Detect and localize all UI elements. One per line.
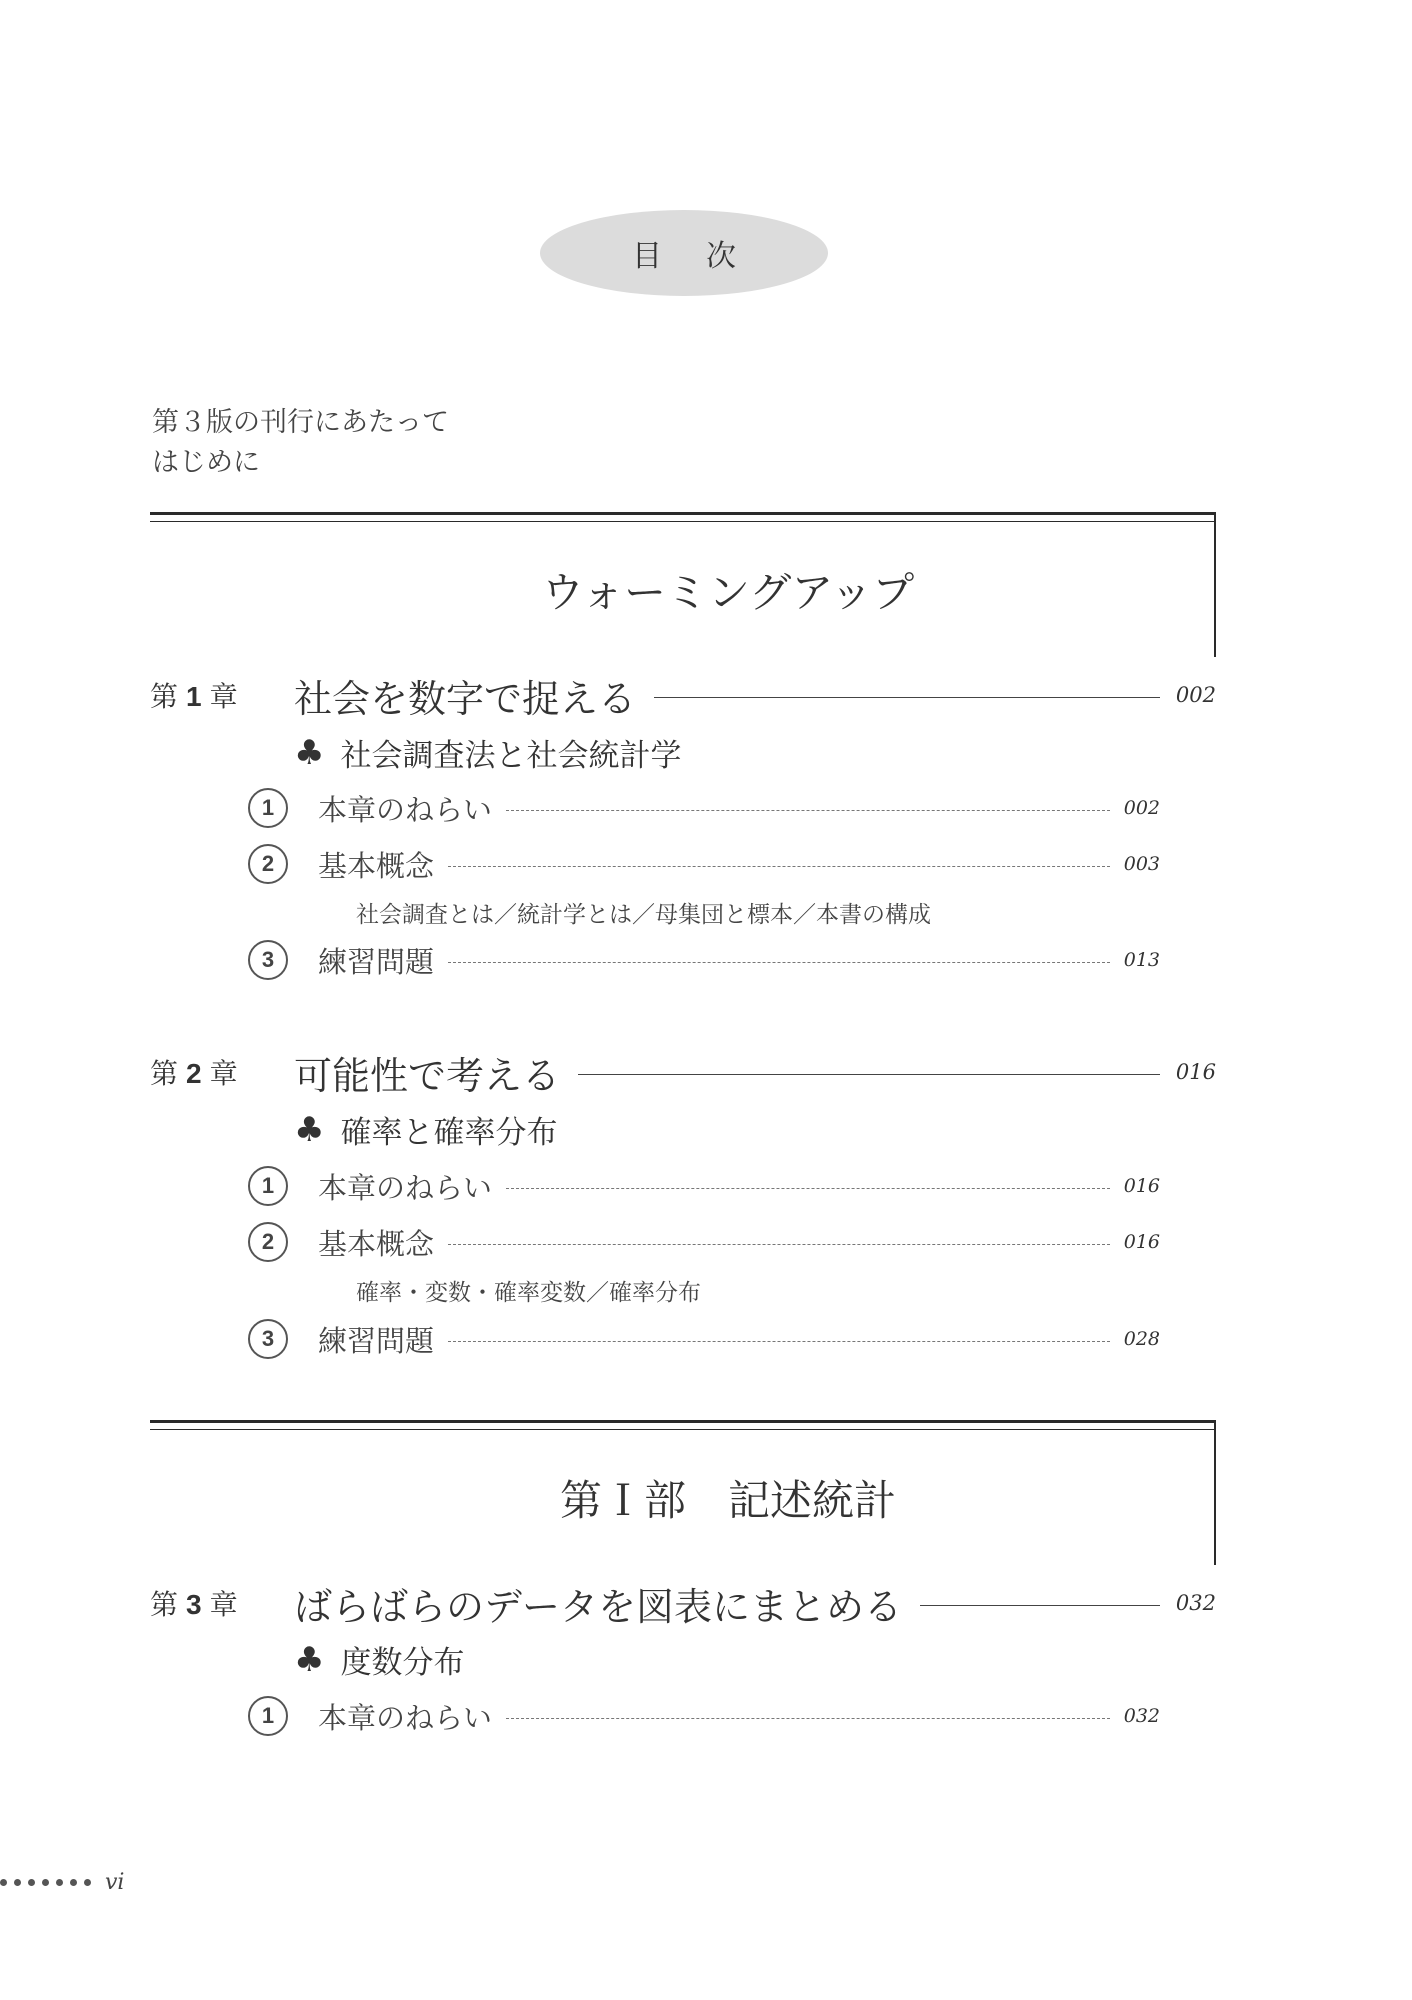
footer-dots	[0, 1879, 91, 1886]
part-header	[150, 512, 1216, 657]
chapter-page-number: 032	[1175, 1591, 1216, 1615]
section-title: 基本概念	[318, 848, 435, 883]
chapter-page-number: 016	[1175, 1060, 1216, 1084]
dotted-leader	[448, 962, 1110, 963]
dotted-leader	[448, 1341, 1110, 1342]
section-page-number: 016	[1123, 1175, 1160, 1197]
section-entry[interactable]	[248, 1220, 1160, 1264]
front-matter-item[interactable]: はじめに	[152, 447, 260, 478]
dotted-leader	[448, 866, 1110, 867]
section-entry[interactable]	[248, 842, 1160, 886]
section-title: 練習問題	[318, 1323, 435, 1358]
part-header	[150, 1420, 1216, 1565]
section-page-number: 003	[1123, 853, 1160, 875]
section-number-circle: 2	[248, 1222, 288, 1262]
part-rule	[150, 1420, 1216, 1430]
section-entry[interactable]	[248, 1694, 1160, 1738]
section-number-circle: 1	[248, 1696, 288, 1736]
dotted-leader	[506, 1188, 1110, 1189]
section-page-number: 016	[1123, 1231, 1160, 1253]
chapter-topic	[294, 730, 681, 775]
club-icon: ♣	[294, 732, 325, 773]
section-number-circle: 1	[248, 788, 288, 828]
chapter-title: 社会を数字で捉える	[294, 676, 637, 721]
section-title: 基本概念	[318, 1226, 435, 1261]
leader-line	[654, 697, 1160, 698]
chapter-topic	[294, 1637, 464, 1682]
leader-line	[920, 1605, 1160, 1606]
section-page-number: 013	[1123, 949, 1160, 971]
chapter-label: 第 2 章	[150, 1057, 238, 1090]
section-number-circle: 3	[248, 1319, 288, 1359]
section-subtopics: 確率・変数・確率変数／確率分布	[356, 1280, 701, 1306]
club-icon: ♣	[294, 1639, 325, 1680]
dotted-leader	[448, 1244, 1110, 1245]
chapter-topic-label: 度数分布	[340, 1645, 465, 1681]
dotted-leader	[506, 1718, 1110, 1719]
footer-page-number: vi	[105, 1870, 125, 1895]
section-title: 練習問題	[318, 944, 435, 979]
section-entry[interactable]	[248, 786, 1160, 830]
front-matter-item[interactable]: 第３版の刊行にあたって	[152, 407, 449, 438]
club-icon: ♣	[294, 1109, 325, 1150]
chapter-topic	[294, 1107, 557, 1152]
section-number-circle: 1	[248, 1166, 288, 1206]
chapter-page-number: 002	[1175, 683, 1216, 707]
section-title: 本章のねらい	[318, 1170, 493, 1205]
chapter-label: 第 3 章	[150, 1588, 238, 1621]
chapter-3-entry[interactable]	[150, 1578, 1216, 1628]
chapter-2-entry[interactable]	[150, 1047, 1216, 1097]
chapter-title: 可能性で考える	[294, 1053, 561, 1098]
section-page-number: 032	[1123, 1705, 1160, 1727]
dotted-leader	[506, 810, 1110, 811]
section-title: 本章のねらい	[318, 792, 493, 827]
chapter-1-entry[interactable]	[150, 670, 1216, 720]
chapter-topic-label: 確率と確率分布	[340, 1115, 558, 1151]
part-title: 第Ｉ部 記述統計	[559, 1476, 896, 1525]
section-entry[interactable]	[248, 938, 1160, 982]
chapter-title: ばらばらのデータを図表にまとめる	[294, 1584, 903, 1629]
leader-line	[578, 1074, 1160, 1075]
part-rule	[150, 512, 1216, 522]
section-number-circle: 2	[248, 844, 288, 884]
page-title-oval	[540, 210, 828, 296]
page-title: 目次	[632, 239, 780, 274]
section-entry[interactable]	[248, 1164, 1160, 1208]
section-page-number: 002	[1123, 797, 1160, 819]
section-title: 本章のねらい	[318, 1700, 493, 1735]
section-subtopics: 社会調査とは／統計学とは／母集団と標本／本書の構成	[356, 902, 931, 928]
section-number-circle: 3	[248, 940, 288, 980]
chapter-label: 第 1 章	[150, 680, 238, 713]
page-footer	[0, 1870, 124, 1895]
chapter-topic-label: 社会調査法と社会統計学	[340, 738, 682, 774]
section-page-number: 028	[1123, 1328, 1160, 1350]
section-entry[interactable]	[248, 1317, 1160, 1361]
part-title: ウォーミングアップ	[541, 568, 915, 617]
